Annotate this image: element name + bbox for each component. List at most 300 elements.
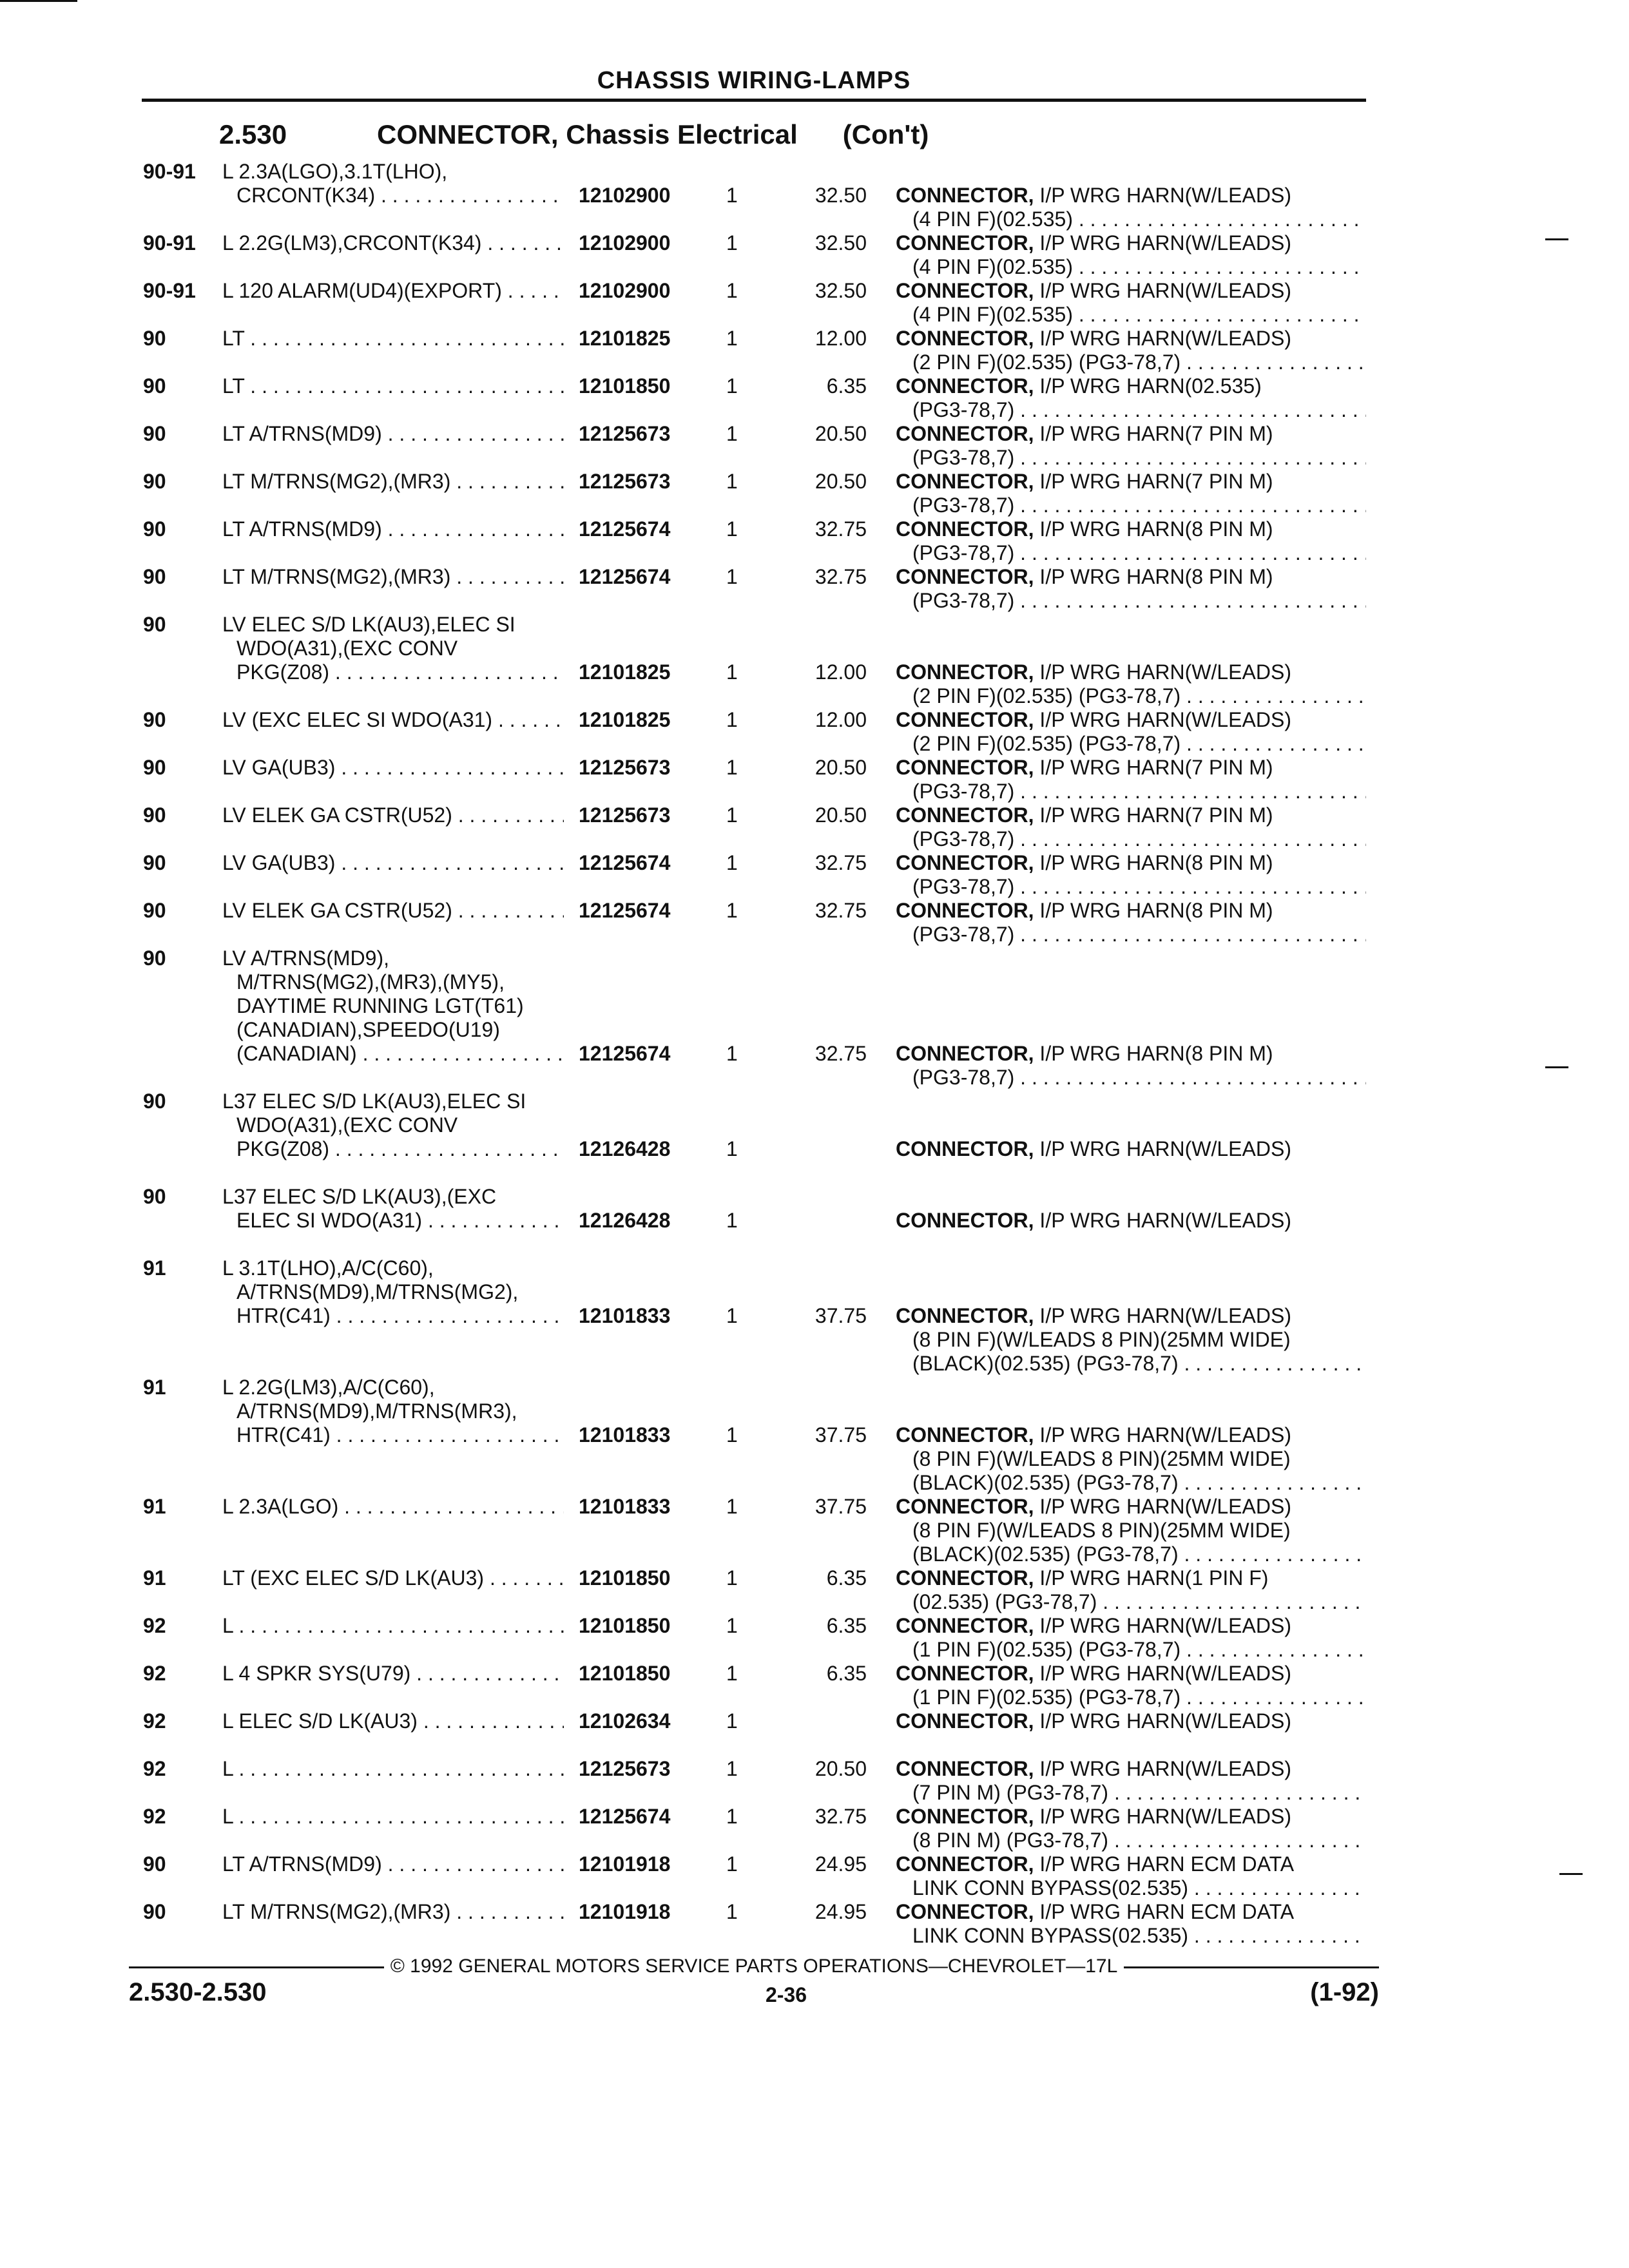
model-year: 92 <box>143 1757 166 1780</box>
part-name-keyword: CONNECTOR, <box>896 1304 1034 1327</box>
part-name-keyword: CONNECTOR, <box>896 517 1034 541</box>
usage-description <box>222 1662 564 1686</box>
usage-line: HTR(C41) . . . <box>222 1304 564 1328</box>
usage-description <box>222 231 564 255</box>
price: 32.75 <box>815 565 867 588</box>
part-number: 12101850 <box>579 1662 671 1685</box>
section-heading <box>219 119 929 150</box>
part-name-line <box>896 1614 1366 1638</box>
part-name-keyword: CONNECTOR, <box>896 327 1034 350</box>
price: 20.50 <box>815 422 867 445</box>
model-year: 90 <box>143 1900 166 1923</box>
revision-date: (1-92) <box>1310 1978 1379 2006</box>
part-number: 12102900 <box>579 231 671 255</box>
part-name-detail: I/P WRG HARN(W/LEADS) <box>1039 1662 1291 1685</box>
table-row <box>0 160 1629 231</box>
usage-line: L37 ELEC S/D LK(AU3),ELEC SI <box>222 1090 526 1113</box>
price: 20.50 <box>815 1757 867 1780</box>
usage-line: L 4 SPKR SYS(U79) . . . <box>222 1662 564 1686</box>
usage-line: PKG(Z08) . . . <box>222 1137 564 1161</box>
part-name <box>896 1852 1366 1900</box>
running-title: CHASSIS WIRING-LAMPS <box>597 67 911 94</box>
usage-line: L 3.1T(LHO),A/C(C60), <box>222 1256 434 1280</box>
part-name-continuation: (PG3-78,7) . . . <box>896 923 1366 947</box>
usage-line: WDO(A31),(EXC CONV <box>236 637 458 660</box>
part-name <box>896 1900 1366 1948</box>
price: 20.50 <box>815 470 867 493</box>
usage-description <box>222 1495 564 1519</box>
table-row <box>0 327 1629 374</box>
part-name-detail: I/P WRG HARN(W/LEADS) <box>1039 231 1291 255</box>
part-number: 12101918 <box>579 1900 671 1923</box>
usage-line: L 2.3A(LGO) . . . <box>222 1495 564 1519</box>
usage-line: LT . . . <box>222 327 564 351</box>
usage-description <box>222 1614 564 1638</box>
usage-description <box>222 756 564 780</box>
section-title: CONNECTOR, Chassis Electrical <box>377 119 798 149</box>
part-number: 12101833 <box>579 1423 671 1446</box>
quantity: 1 <box>726 422 738 445</box>
part-name-line <box>896 565 1366 589</box>
quantity: 1 <box>726 1662 738 1685</box>
part-name-detail: I/P WRG HARN(W/LEADS) <box>1039 1423 1291 1446</box>
part-name <box>896 756 1366 803</box>
footer-copyright <box>129 1956 1379 1977</box>
price: 37.75 <box>815 1423 867 1446</box>
part-name-keyword: CONNECTOR, <box>896 899 1034 922</box>
usage-line: M/TRNS(MG2),(MR3),(MY5), <box>236 970 505 994</box>
model-year: 91 <box>143 1376 166 1399</box>
part-name-continuation: (2 PIN F)(02.535) (PG3-78,7) . . . <box>896 351 1366 374</box>
quantity: 1 <box>726 851 738 874</box>
part-name-line <box>896 708 1366 732</box>
model-year: 90 <box>143 899 166 922</box>
part-name-detail: I/P WRG HARN(W/LEADS) <box>1039 660 1291 684</box>
part-name-continuation: (BLACK)(02.535) (PG3-78,7) . . . <box>896 1471 1366 1495</box>
part-name <box>896 231 1366 279</box>
usage-description <box>222 1256 564 1328</box>
quantity: 1 <box>726 1423 738 1446</box>
part-name-detail: I/P WRG HARN(W/LEADS) <box>1039 1304 1291 1327</box>
table-row <box>0 708 1629 756</box>
model-year: 90-91 <box>143 160 196 183</box>
part-name-continuation: (PG3-78,7) . . . <box>896 398 1366 422</box>
part-number: 12125673 <box>579 756 671 779</box>
usage-description <box>222 708 564 732</box>
model-year: 92 <box>143 1614 166 1637</box>
part-number: 12101833 <box>579 1304 671 1327</box>
part-name-keyword: CONNECTOR, <box>896 1209 1034 1232</box>
quantity: 1 <box>726 279 738 302</box>
part-number: 12125674 <box>579 899 671 922</box>
part-name-continuation: (7 PIN M) (PG3-78,7) . . . <box>896 1781 1366 1805</box>
table-row <box>0 1376 1629 1495</box>
usage-line: L37 ELEC S/D LK(AU3),(EXC <box>222 1185 497 1208</box>
quantity: 1 <box>726 1852 738 1876</box>
price: 6.35 <box>826 1662 867 1685</box>
part-name-line <box>896 184 1366 207</box>
model-year: 91 <box>143 1256 166 1280</box>
usage-line: LV ELEK GA CSTR(U52) . . . <box>222 803 564 827</box>
price: 32.75 <box>815 899 867 922</box>
part-name-keyword: CONNECTOR, <box>896 1709 1034 1733</box>
part-name-detail: I/P WRG HARN(7 PIN M) <box>1039 470 1273 493</box>
table-row <box>0 803 1629 851</box>
part-number: 12102634 <box>579 1709 671 1733</box>
usage-line: DAYTIME RUNNING LGT(T61) <box>236 994 524 1017</box>
part-name-line <box>896 756 1366 780</box>
table-row <box>0 1709 1629 1757</box>
part-name <box>896 374 1366 422</box>
price: 32.75 <box>815 1042 867 1065</box>
price: 24.95 <box>815 1900 867 1923</box>
usage-line: LV ELEC S/D LK(AU3),ELEC SI <box>222 613 516 636</box>
usage-description <box>222 803 564 827</box>
part-name <box>896 708 1366 756</box>
part-number: 12125674 <box>579 517 671 541</box>
usage-line: LT (EXC ELEC S/D LK(AU3) . . . <box>222 1566 564 1590</box>
usage-description <box>222 517 564 541</box>
part-name <box>896 803 1366 851</box>
part-name-continuation: (PG3-78,7) . . . <box>896 827 1366 851</box>
part-name-detail: I/P WRG HARN(8 PIN M) <box>1039 565 1273 588</box>
usage-line: PKG(Z08) . . . <box>222 660 564 684</box>
part-name-continuation: (2 PIN F)(02.535) (PG3-78,7) . . . <box>896 732 1366 756</box>
part-name-line <box>896 1662 1366 1686</box>
quantity: 1 <box>726 565 738 588</box>
part-name-detail: I/P WRG HARN(W/LEADS) <box>1039 1495 1291 1518</box>
table-row <box>0 1090 1629 1185</box>
usage-line: L ELEC S/D LK(AU3) . . . <box>222 1709 564 1733</box>
part-name-keyword: CONNECTOR, <box>896 1042 1034 1065</box>
table-row <box>0 517 1629 565</box>
part-name-line <box>896 1304 1366 1328</box>
usage-line: LT A/TRNS(MD9) . . . <box>222 422 564 446</box>
table-row <box>0 1495 1629 1566</box>
model-year: 90 <box>143 947 166 970</box>
part-name-line <box>896 1900 1366 1924</box>
part-number: 12126428 <box>579 1209 671 1232</box>
part-name-continuation: (PG3-78,7) . . . <box>896 589 1366 613</box>
part-name-keyword: CONNECTOR, <box>896 470 1034 493</box>
part-name-line <box>896 1757 1366 1781</box>
model-year: 90 <box>143 803 166 827</box>
quantity: 1 <box>726 1805 738 1828</box>
part-name-detail: I/P WRG HARN(W/LEADS) <box>1039 1805 1291 1828</box>
price: 32.75 <box>815 517 867 541</box>
usage-line: LV A/TRNS(MD9), <box>222 947 389 970</box>
quantity: 1 <box>726 899 738 922</box>
part-name-continuation: (PG3-78,7) . . . <box>896 446 1366 470</box>
model-year: 90 <box>143 517 166 541</box>
usage-description <box>222 1376 564 1447</box>
usage-description <box>222 374 564 398</box>
part-number: 12101850 <box>579 1614 671 1637</box>
part-name-continuation: (PG3-78,7) . . . <box>896 875 1366 899</box>
usage-description <box>222 1805 564 1829</box>
part-name-line <box>896 374 1366 398</box>
price: 24.95 <box>815 1852 867 1876</box>
usage-line: LT A/TRNS(MD9) . . . <box>222 1852 564 1876</box>
table-row <box>0 1757 1629 1805</box>
part-name-detail: I/P WRG HARN(7 PIN M) <box>1039 803 1273 827</box>
model-year: 90 <box>143 565 166 588</box>
table-row <box>0 1805 1629 1852</box>
part-name-line <box>896 1805 1366 1829</box>
model-year: 90 <box>143 851 166 874</box>
part-number: 12125674 <box>579 851 671 874</box>
part-name-keyword: CONNECTOR, <box>896 803 1034 827</box>
part-name-line <box>896 470 1366 494</box>
part-name <box>896 1304 1366 1376</box>
quantity: 1 <box>726 470 738 493</box>
model-year: 90 <box>143 422 166 445</box>
usage-description <box>222 1090 564 1161</box>
quantity: 1 <box>726 231 738 255</box>
usage-line: LV GA(UB3) . . . <box>222 851 564 875</box>
part-name-continuation: (8 PIN F)(W/LEADS 8 PIN)(25MM WIDE) <box>912 1519 1291 1542</box>
part-name-detail: I/P WRG HARN(W/LEADS) <box>1039 1209 1291 1232</box>
usage-line: (CANADIAN) . . . <box>222 1042 564 1066</box>
part-name-detail: I/P WRG HARN(8 PIN M) <box>1039 1042 1273 1065</box>
model-year: 92 <box>143 1805 166 1828</box>
usage-line: L . . . <box>222 1805 564 1829</box>
part-name-line <box>896 422 1366 446</box>
table-row <box>0 1662 1629 1709</box>
usage-line: LV GA(UB3) . . . <box>222 756 564 780</box>
part-name <box>896 327 1366 374</box>
part-name-continuation: (PG3-78,7) . . . <box>896 780 1366 803</box>
part-name-keyword: CONNECTOR, <box>896 660 1034 684</box>
table-row <box>0 374 1629 422</box>
part-name <box>896 660 1366 708</box>
part-name <box>896 279 1366 327</box>
part-name <box>896 899 1366 947</box>
price: 37.75 <box>815 1304 867 1327</box>
part-name-keyword: CONNECTOR, <box>896 1423 1034 1446</box>
part-name <box>896 470 1366 517</box>
quantity: 1 <box>726 1900 738 1923</box>
part-number: 12125673 <box>579 803 671 827</box>
part-name-keyword: CONNECTOR, <box>896 1495 1034 1518</box>
quantity: 1 <box>726 327 738 350</box>
part-name-continuation: (PG3-78,7) . . . <box>896 494 1366 517</box>
price: 32.50 <box>815 184 867 207</box>
usage-line: A/TRNS(MD9),M/TRNS(MR3), <box>236 1399 517 1423</box>
part-name <box>896 1137 1366 1161</box>
part-name-detail: I/P WRG HARN(7 PIN M) <box>1039 756 1273 779</box>
part-name-keyword: CONNECTOR, <box>896 565 1034 588</box>
part-name-keyword: CONNECTOR, <box>896 374 1034 398</box>
table-row <box>0 1256 1629 1376</box>
part-name-detail: I/P WRG HARN(8 PIN M) <box>1039 851 1273 874</box>
part-name-keyword: CONNECTOR, <box>896 279 1034 302</box>
model-year: 90 <box>143 708 166 731</box>
usage-line: A/TRNS(MD9),M/TRNS(MG2), <box>236 1280 519 1303</box>
header-rule <box>142 99 1366 102</box>
part-name-line <box>896 851 1366 875</box>
part-name <box>896 422 1366 470</box>
part-name-keyword: CONNECTOR, <box>896 422 1034 445</box>
usage-description <box>222 851 564 875</box>
model-year: 90 <box>143 1852 166 1876</box>
model-year: 90 <box>143 374 166 398</box>
table-row <box>0 613 1629 708</box>
part-number: 12125674 <box>579 1042 671 1065</box>
part-name-keyword: CONNECTOR, <box>896 1852 1034 1876</box>
part-name <box>896 565 1366 613</box>
parts-list <box>0 160 1629 1948</box>
table-row <box>0 231 1629 279</box>
margin-tick <box>1545 1066 1568 1068</box>
section-range: 2.530-2.530 <box>129 1978 267 2006</box>
part-number: 12101825 <box>579 660 671 684</box>
part-name-keyword: CONNECTOR, <box>896 1805 1034 1828</box>
usage-line: (CANADIAN),SPEEDO(U19) <box>236 1018 500 1041</box>
usage-line: LT A/TRNS(MD9) . . . <box>222 517 564 541</box>
usage-description <box>222 1900 564 1924</box>
part-number: 12125673 <box>579 470 671 493</box>
price: 32.75 <box>815 1805 867 1828</box>
usage-description <box>222 947 564 1066</box>
usage-line: LV (EXC ELEC SI WDO(A31) . . . <box>222 708 564 732</box>
usage-description <box>222 1757 564 1781</box>
quantity: 1 <box>726 1137 738 1160</box>
table-row <box>0 279 1629 327</box>
part-name-continuation: (8 PIN F)(W/LEADS 8 PIN)(25MM WIDE) <box>912 1447 1291 1470</box>
usage-description <box>222 1566 564 1590</box>
part-number: 12102900 <box>579 184 671 207</box>
part-name <box>896 1423 1366 1495</box>
part-name-detail: I/P WRG HARN ECM DATA <box>1039 1852 1295 1876</box>
part-name-line <box>896 231 1366 255</box>
part-name-keyword: CONNECTOR, <box>896 1614 1034 1637</box>
quantity: 1 <box>726 660 738 684</box>
part-name-keyword: CONNECTOR, <box>896 231 1034 255</box>
part-name-continuation: (PG3-78,7) . . . <box>896 541 1366 565</box>
page-number: 2-36 <box>765 1983 807 2006</box>
part-name-keyword: CONNECTOR, <box>896 756 1034 779</box>
price: 32.50 <box>815 279 867 302</box>
part-name-detail: I/P WRG HARN(W/LEADS) <box>1039 708 1291 731</box>
part-number: 12125674 <box>579 565 671 588</box>
model-year: 91 <box>143 1566 166 1590</box>
part-name-keyword: CONNECTOR, <box>896 708 1034 731</box>
usage-line: L 2.2G(LM3),CRCONT(K34) . . . <box>222 231 564 255</box>
part-number: 12101825 <box>579 708 671 731</box>
table-row <box>0 422 1629 470</box>
part-name-continuation: (PG3-78,7) . . . <box>896 1066 1366 1090</box>
usage-line: HTR(C41) . . . <box>222 1423 564 1447</box>
quantity: 1 <box>726 1209 738 1232</box>
part-name-continuation: LINK CONN BYPASS(02.535) . . . <box>896 1924 1366 1948</box>
part-name-detail: I/P WRG HARN(02.535) <box>1039 374 1262 398</box>
quantity: 1 <box>726 517 738 541</box>
part-name-continuation: (1 PIN F)(02.535) (PG3-78,7) . . . <box>896 1686 1366 1709</box>
part-name-continuation: (BLACK)(02.535) (PG3-78,7) . . . <box>896 1352 1366 1376</box>
usage-line: LT M/TRNS(MG2),(MR3) . . . <box>222 565 564 589</box>
model-year: 90 <box>143 470 166 493</box>
part-name-detail: I/P WRG HARN(W/LEADS) <box>1039 327 1291 350</box>
usage-description <box>222 422 564 446</box>
quantity: 1 <box>726 1757 738 1780</box>
part-name-detail: I/P WRG HARN(W/LEADS) <box>1039 184 1291 207</box>
usage-description <box>222 1709 564 1733</box>
price: 20.50 <box>815 803 867 827</box>
model-year: 90 <box>143 1090 166 1113</box>
part-name-detail: I/P WRG HARN(7 PIN M) <box>1039 422 1273 445</box>
table-row <box>0 851 1629 899</box>
table-row <box>0 947 1629 1090</box>
quantity: 1 <box>726 708 738 731</box>
part-name <box>896 851 1366 899</box>
part-name-line <box>896 1042 1366 1066</box>
part-name-line <box>896 1423 1366 1447</box>
part-name <box>896 517 1366 565</box>
part-name-keyword: CONNECTOR, <box>896 184 1034 207</box>
usage-line: L 2.3A(LGO),3.1T(LHO), <box>222 160 448 183</box>
part-number: 12126428 <box>579 1137 671 1160</box>
quantity: 1 <box>726 803 738 827</box>
table-row <box>0 1900 1629 1948</box>
part-name-detail: I/P WRG HARN(8 PIN M) <box>1039 899 1273 922</box>
part-number: 12125673 <box>579 1757 671 1780</box>
part-name-keyword: CONNECTOR, <box>896 1566 1034 1590</box>
part-name <box>896 1805 1366 1852</box>
usage-line: L . . . <box>222 1757 564 1781</box>
part-name-detail: I/P WRG HARN(W/LEADS) <box>1039 1137 1291 1160</box>
section-number: 2.530 <box>219 119 287 149</box>
part-name-continuation: (8 PIN M) (PG3-78,7) . . . <box>896 1829 1366 1852</box>
model-year: 90-91 <box>143 231 196 255</box>
part-name-continuation: (4 PIN F)(02.535) . . . <box>896 207 1366 231</box>
part-name-line <box>896 1495 1366 1519</box>
usage-line: ELEC SI WDO(A31) . . . <box>222 1209 564 1233</box>
usage-line: WDO(A31),(EXC CONV <box>236 1113 458 1137</box>
model-year: 90 <box>143 613 166 636</box>
part-name-continuation: (8 PIN F)(W/LEADS 8 PIN)(25MM WIDE) <box>912 1328 1291 1351</box>
price: 32.75 <box>815 851 867 874</box>
section-continued: (Con't) <box>842 119 929 149</box>
part-name-detail: I/P WRG HARN ECM DATA <box>1039 1900 1295 1923</box>
usage-line: LT M/TRNS(MG2),(MR3) . . . <box>222 470 564 494</box>
part-name-line <box>896 517 1366 541</box>
part-name-line <box>896 1566 1366 1590</box>
corner-rule <box>0 0 77 2</box>
quantity: 1 <box>726 1304 738 1327</box>
part-name-line <box>896 327 1366 351</box>
price: 6.35 <box>826 374 867 398</box>
part-name-detail: I/P WRG HARN(8 PIN M) <box>1039 517 1273 541</box>
part-number: 12101825 <box>579 327 671 350</box>
part-name-line <box>896 1209 1366 1233</box>
usage-description <box>222 613 564 684</box>
copyright-text: © 1992 GENERAL MOTORS SERVICE PARTS OPERATIONS—CHEVROLET—17L <box>384 1956 1124 1977</box>
part-name-keyword: CONNECTOR, <box>896 1137 1034 1160</box>
part-name-detail: I/P WRG HARN(W/LEADS) <box>1039 1757 1291 1780</box>
usage-line: LT M/TRNS(MG2),(MR3) . . . <box>222 1900 564 1924</box>
usage-line: L . . . <box>222 1614 564 1638</box>
quantity: 1 <box>726 184 738 207</box>
model-year: 92 <box>143 1709 166 1733</box>
model-year: 90 <box>143 327 166 350</box>
price: 32.50 <box>815 231 867 255</box>
part-name-keyword: CONNECTOR, <box>896 1757 1034 1780</box>
quantity: 1 <box>726 1566 738 1590</box>
price: 12.00 <box>815 327 867 350</box>
part-name-line <box>896 803 1366 827</box>
part-number: 12101850 <box>579 1566 671 1590</box>
